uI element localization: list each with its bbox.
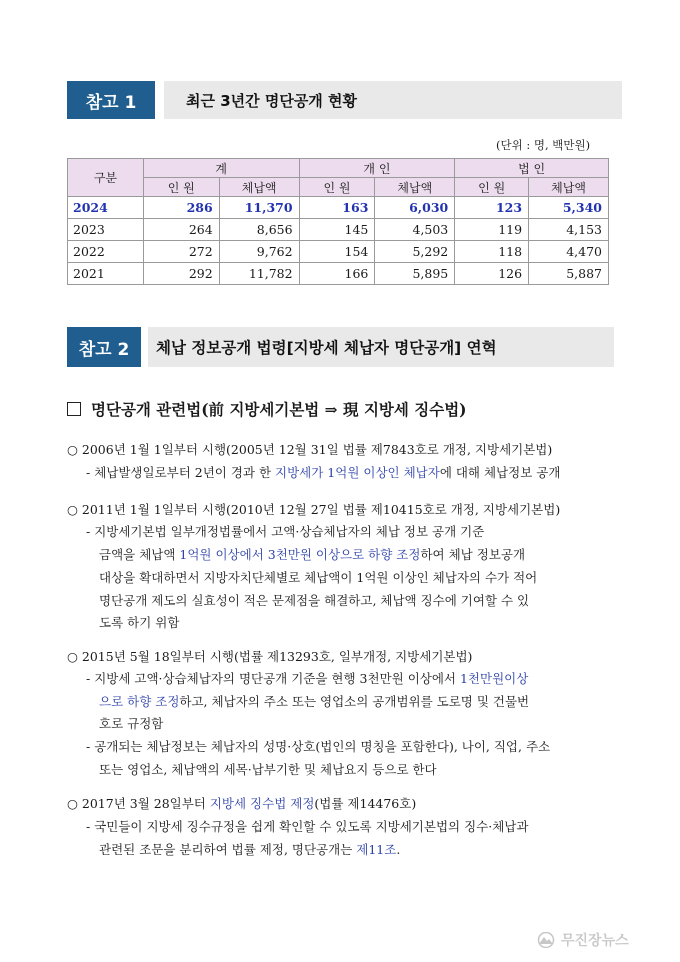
value-cell: 119 xyxy=(455,219,529,241)
sub-header: 체납액 xyxy=(375,178,455,197)
value-cell: 5,895 xyxy=(375,263,455,285)
value-cell: 264 xyxy=(143,219,219,241)
value-cell: 292 xyxy=(143,263,219,285)
text-span: - 지방세 고액·상습체납자의 명단공개 기준을 현행 3천만원 이상에서 xyxy=(86,671,460,686)
value-cell: 163 xyxy=(299,197,375,219)
value-cell: 272 xyxy=(143,241,219,263)
text-span: ○ 2017년 3월 28일부터 xyxy=(67,796,210,811)
reference-2-title: 체납 정보공개 법령[지방세 체납자 명단공개] 연혁 xyxy=(148,327,614,367)
value-cell: 4,470 xyxy=(529,241,609,263)
history-item-2-line: - 지방세기본법 일부개정법률에서 고액·상습체납자의 체납 정보 공개 기준 xyxy=(86,524,485,539)
group-header-individual: 개 인 xyxy=(299,159,455,178)
history-item-3-line: - 공개되는 체납정보는 체납자의 성명·상호(법인의 명칭을 포함한다), 나이, 직업, 주소 xyxy=(86,739,551,754)
value-cell: 8,656 xyxy=(219,219,299,241)
value-cell: 118 xyxy=(455,241,529,263)
reference-1-title: 최근 3년간 명단공개 현황 xyxy=(164,81,622,119)
text-span: 하여 체납 정보공개 xyxy=(420,547,526,562)
mountain-logo-icon xyxy=(536,932,556,948)
highlight-text: 지방세가 1억원 이상인 체납자 xyxy=(275,465,440,480)
text-span: (법률 제14476호) xyxy=(314,796,417,811)
year-cell: 2024 xyxy=(68,197,144,219)
history-item-2-line xyxy=(99,545,525,563)
history-item-2-line: 도록 하기 위함 xyxy=(99,615,180,630)
history-item-3-line: 호로 규정함 xyxy=(99,716,164,731)
history-item-1-detail xyxy=(86,463,560,481)
reference-1-header xyxy=(67,81,622,119)
value-cell: 5,887 xyxy=(529,263,609,285)
table-row xyxy=(68,263,609,285)
highlight-text: 으로 하향 조정 xyxy=(99,694,180,709)
history-item-3-head: ○ 2015년 5월 18일부터 시행(법률 제13293호, 일부개정, 지방세기본법) xyxy=(67,649,473,664)
value-cell: 11,370 xyxy=(219,197,299,219)
value-cell: 5,340 xyxy=(529,197,609,219)
value-cell: 123 xyxy=(455,197,529,219)
text-span: - 체납발생일로부터 2년이 경과 한 xyxy=(86,465,276,480)
year-cell: 2021 xyxy=(68,263,144,285)
disclosure-stats-table xyxy=(67,158,609,285)
sub-header: 인 원 xyxy=(455,178,529,197)
text-span: 에 대해 체납정보 공개 xyxy=(439,465,561,480)
history-item-2-line: 명단공개 제도의 실효성이 적은 문제점을 해결하고, 체납액 징수에 기여할 수 있 xyxy=(99,593,530,608)
sub-header: 체납액 xyxy=(529,178,609,197)
section-title xyxy=(67,398,467,420)
reference-1-tag: 참고 1 xyxy=(67,81,155,119)
history-item-4-line: - 국민들이 지방세 징수규정을 쉽게 확인할 수 있도록 지방세기본법의 징수·체납과 xyxy=(86,819,529,834)
checkbox-square-icon xyxy=(67,402,81,416)
value-cell: 286 xyxy=(143,197,219,219)
history-item-2-line: 대상을 확대하면서 지방자치단체별로 체납액이 1억원 이상인 체납자의 수가 적어 xyxy=(99,570,538,585)
section-title-text: 명단공개 관련법(前 지방세기본법 ⇒ 現 지방세 징수법) xyxy=(91,400,467,419)
value-cell: 4,503 xyxy=(375,219,455,241)
value-cell: 126 xyxy=(455,263,529,285)
value-cell: 166 xyxy=(299,263,375,285)
history-item-2-head: ○ 2011년 1월 1일부터 시행(2010년 12월 27일 법률 제10415호로 개정, 지방세기본법) xyxy=(67,502,561,517)
history-item-1-head: ○ 2006년 1월 1일부터 시행(2005년 12월 31일 법률 제7843호로 개정, 지방세기본법) xyxy=(67,442,553,457)
value-cell: 4,153 xyxy=(529,219,609,241)
history-item-3-line: 또는 영업소, 체납액의 세목·납부기한 및 체납요지 등으로 한다 xyxy=(99,762,437,777)
history-item-4-head xyxy=(67,794,416,812)
history-item-3-line xyxy=(99,692,529,710)
reference-2-tag: 참고 2 xyxy=(67,327,141,367)
group-header-corporate: 법 인 xyxy=(455,159,609,178)
text-span: 금액을 체납액 xyxy=(99,547,180,562)
unit-label: (단위 : 명, 백만원) xyxy=(496,138,591,152)
history-item-3-line xyxy=(86,669,528,687)
value-cell: 9,762 xyxy=(219,241,299,263)
value-cell: 145 xyxy=(299,219,375,241)
group-header-total: 계 xyxy=(143,159,299,178)
highlight-text: 1천만원이상 xyxy=(459,671,529,686)
value-cell: 6,030 xyxy=(375,197,455,219)
watermark xyxy=(536,930,629,950)
table-row xyxy=(68,241,609,263)
text-span: 하고, 체납자의 주소 또는 영업소의 공개범위를 도로명 및 건물번 xyxy=(179,694,530,709)
reference-2-header xyxy=(67,327,614,367)
sub-header: 인 원 xyxy=(299,178,375,197)
highlight-text: 제11조 xyxy=(356,842,397,857)
value-cell: 5,292 xyxy=(375,241,455,263)
history-item-4-line xyxy=(99,840,400,858)
table-row xyxy=(68,197,609,219)
highlight-text: 1억원 이상에서 3천만원 이상으로 하향 조정 xyxy=(179,547,421,562)
watermark-text: 무진장뉴스 xyxy=(561,933,629,949)
value-cell: 11,782 xyxy=(219,263,299,285)
text-span: 관련된 조문을 분리하여 법률 제정, 명단공개는 xyxy=(99,842,357,857)
table-row xyxy=(68,219,609,241)
table-corner-header: 구분 xyxy=(68,159,144,197)
value-cell: 154 xyxy=(299,241,375,263)
sub-header: 인 원 xyxy=(143,178,219,197)
sub-header: 체납액 xyxy=(219,178,299,197)
text-span: . xyxy=(396,842,401,857)
highlight-text: 지방세 징수법 제정 xyxy=(209,796,315,811)
year-cell: 2022 xyxy=(68,241,144,263)
year-cell: 2023 xyxy=(68,219,144,241)
